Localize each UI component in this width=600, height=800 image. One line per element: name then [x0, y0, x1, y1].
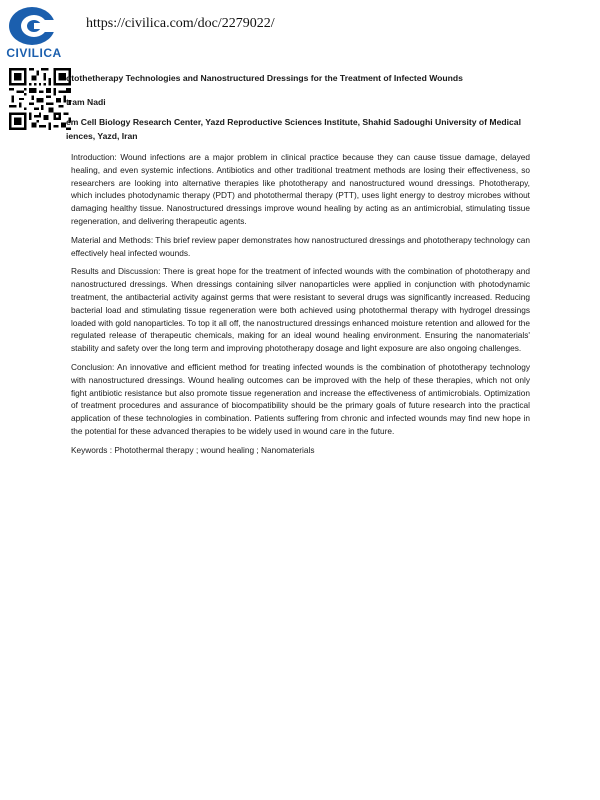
document-url[interactable]: https://civilica.com/doc/2279022/ — [86, 16, 275, 31]
civilica-logo-icon — [8, 6, 56, 46]
paper-title: otothetherapy Technologies and Nanostructured Dressings for the Treatment of Infected Wounds — [66, 73, 463, 83]
methods-paragraph: Material and Methods: This brief review paper demonstrates how nanostructured dressings and phototherapy technology can effectively heal infected wounds. — [71, 234, 530, 258]
conclusion-paragraph: Conclusion: An innovative and efficient method for treating infected wounds is the combination of phototherapy technology with nanostructured dressings. Wound healing outcomes can be improved with the help of these therapies, which not only fight antibiotic resistance but also promote tissue regeneration and increase the effectiveness of antimicrobials. Optimization of treatment procedures and assurance of biocompatibility should be the primary goals of future research into the practical application of these technologies in combination. Patients suffering from chronic and infected wounds may find new hope in the potential for these advanced therapies to be widely used in wound care in the future. — [71, 361, 530, 436]
abstract-body — [71, 151, 530, 463]
results-paragraph: Results and Discussion: There is great hope for the treatment of infected wounds with the combination of phototherapy and nanostructured dressings. When dressings containing silver nanoparticles were applied in conjunction with photodynamic treatment, the antibacterial activity against germs that were resistant to several drugs was significantly increased. Reducing bacterial load and stimulating tissue regeneration were both achieved using photothermal therapy with hydrogel dressings loaded with gold nanoparticles. To top it all off, the nanostructured dressings enhanced moisture retention and allowed for the regulated release of therapeutic chemicals, making for an ideal wound healing environment. Ensuring the nanomaterials' stability and safety over the long term and improving phototherapy dosage and light exposure are also ongoing challenges. — [71, 266, 530, 354]
civilica-logo[interactable] — [4, 6, 62, 58]
introduction-paragraph: Introduction: Wound infections are a major problem in clinical practice because they can cause tissue damage, delayed healing, and even systemic infections. Antibiotics and other traditional treatment methods are losing their effectiveness, so researchers are looking into alternative therapies like phototherapy and nanostructured wound dressings. Phototherapy, which includes photodynamic therapy (PDT) and photothermal therapy (PTT), uses light energy to destroy microbes without damaging healthy tissue. Nanostructured dressings improve wound healing by acting as an antimicrobial, stimulating tissue regeneration, and delivering therapeutic agents. — [71, 152, 530, 226]
paper-affiliation: em Cell Biology Research Center, Yazd Reproductive Sciences Institute, Shahid Sadoughi University of Medical iences, Yazd, Iran — [66, 117, 521, 141]
logo-text: CIVILICA — [6, 46, 62, 60]
keywords-line: Keywords : Photothermal therapy ; wound healing ; Nanomaterials — [71, 444, 315, 455]
paper-author: tram Nadi — [66, 97, 106, 107]
qr-code-icon — [9, 68, 71, 130]
